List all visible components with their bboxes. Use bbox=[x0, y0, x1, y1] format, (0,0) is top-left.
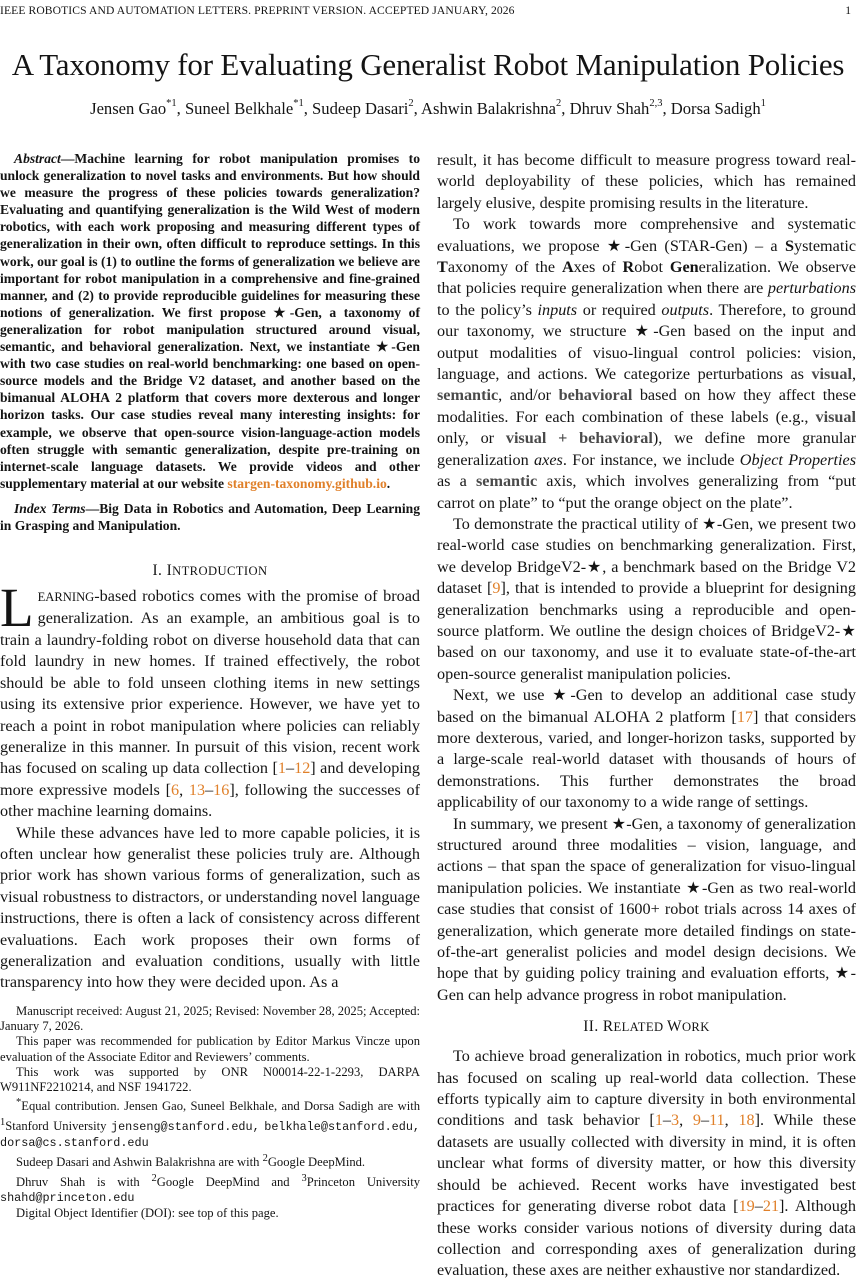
citation-link[interactable]: 3 bbox=[671, 1111, 679, 1129]
text-run: To work towards more comprehensive and systematic evaluations, we propose ★-Gen (STAR-Gen) – a bbox=[437, 215, 856, 254]
label-semantic: semantic bbox=[476, 472, 537, 490]
intro-paragraph-6: In summary, we present ★-Gen, a taxonomy of generalization structured around three modalities – vision, language, and actions – that span the space of generalization for visuo-lingual manipulation policies. We instantiate ★-Gen as two real-world case studies that consist of 1600+ robot trials across 14 axes of generalization, which generate more detailed findings on state-of-the-art generalist policies and model design decisions. We hope that by guiding policy training and evaluation efforts, ★-Gen can help advance progress in robot manipulation. bbox=[437, 814, 856, 1007]
footnote-shah bbox=[0, 1171, 420, 1207]
citation-link[interactable]: 18 bbox=[738, 1111, 754, 1129]
intro-paragraph-4 bbox=[437, 514, 856, 685]
author-name: Ashwin Balakrishna bbox=[421, 99, 556, 118]
text-run: or required bbox=[577, 301, 661, 319]
email-address: belkhale@stanford.edu, dorsa@cs.stanford.edu bbox=[0, 1120, 420, 1150]
citation-link[interactable]: 13 bbox=[189, 781, 205, 799]
email-address: jenseng@stanford.edu, bbox=[111, 1120, 260, 1134]
citation-link[interactable]: 16 bbox=[213, 781, 229, 799]
section-rest: ORK bbox=[682, 1020, 710, 1034]
section-numeral: I. bbox=[153, 562, 167, 579]
text-run: ] that considers more dexterous, varied, and longer-horizon tasks, supported by a large-scale real-world dataset with thousands of hours of demonstrations. This further demonstrates the broad applicability of our taxonomy to a wide range of settings. bbox=[437, 708, 856, 812]
label-visual-behavioral: visual + behavioral bbox=[506, 429, 653, 447]
footnote-marker: 2 bbox=[263, 1153, 268, 1164]
author-affiliation: *1 bbox=[166, 98, 177, 109]
abstract-end: . bbox=[387, 476, 390, 491]
intro-paragraph-1 bbox=[0, 586, 420, 822]
emphasis: outputs bbox=[661, 301, 709, 319]
text-run: ]. While these datasets are usually collected with diversity in mind, it is often unclear what forms of diversity matter, or how this diversity should be achieved. Recent works have investigated best practices for generating diverse robot data [ bbox=[437, 1111, 856, 1215]
acronym-letter: T bbox=[437, 258, 448, 276]
citation-link[interactable]: 17 bbox=[737, 708, 753, 726]
citation-link[interactable]: 12 bbox=[294, 759, 310, 777]
footnote-marker: 3 bbox=[301, 1173, 306, 1184]
citation-link[interactable]: 19 bbox=[739, 1197, 755, 1215]
author-name: Dhruv Shah bbox=[570, 99, 650, 118]
text-run: Dhruv Shah is with bbox=[16, 1175, 152, 1189]
index-terms bbox=[0, 500, 420, 534]
text-run: Next, we use ★-Gen to develop an additional case study based on the bimanual ALOHA 2 platform [ bbox=[437, 686, 856, 725]
paper-title: A Taxonomy for Evaluating Generalist Robot Manipulation Policies bbox=[0, 47, 856, 83]
text-run: as a bbox=[437, 472, 476, 490]
footnote-marker: 1 bbox=[0, 1117, 5, 1128]
intro-paragraph-5 bbox=[437, 685, 856, 813]
text-run: , bbox=[679, 1111, 693, 1129]
author-list: Jensen Gao$^{*1}$, Suneel Belkhale$^{*1}$, Sudeep Dasari$^2$, Ashwin Balakrishna$^2$, Dhruv Shah$^{2,3}$, Dorsa Sadigh$^1$ bbox=[0, 99, 856, 119]
website-link[interactable]: stargen-taxonomy.github.io bbox=[227, 476, 386, 491]
citation-link[interactable]: 11 bbox=[709, 1111, 725, 1129]
text-run: Equal contribution. Jensen Gao, Suneel Belkhale, and Dorsa Sadigh are with bbox=[21, 1099, 420, 1113]
text-run: Google DeepMind and bbox=[157, 1175, 302, 1189]
footnotes bbox=[0, 1004, 420, 1221]
citation-link[interactable]: 9 bbox=[492, 579, 500, 597]
label-visual: visual bbox=[816, 408, 856, 426]
right-column bbox=[437, 150, 856, 1282]
section-initial: I bbox=[167, 562, 173, 579]
text-run: – bbox=[701, 1111, 709, 1129]
text-run: . For instance, we include bbox=[563, 451, 740, 469]
text-run: . Therefore, to ground our taxonomy, we structure ★-Gen based on the input and output modalities of visuo-lingual control policies: vision, language, and actions. We categorize perturbations as bbox=[437, 301, 856, 383]
citation-link[interactable]: 1 bbox=[655, 1111, 663, 1129]
label-semantic: semantic bbox=[437, 386, 498, 404]
text-run: , bbox=[179, 781, 189, 799]
text-run: Stanford University bbox=[5, 1119, 111, 1133]
text-run: Sudeep Dasari and Ashwin Balakrishna are with bbox=[16, 1155, 263, 1169]
section-heading-related-work bbox=[437, 1018, 856, 1036]
running-head: IEEE ROBOTICS AND AUTOMATION LETTERS. PREPRINT VERSION. ACCEPTED JANUARY, 2026 bbox=[0, 4, 515, 17]
author-name: Sudeep Dasari bbox=[312, 99, 408, 118]
author-affiliation: 2 bbox=[408, 98, 413, 109]
citation-link[interactable]: 9 bbox=[693, 1111, 701, 1129]
acronym-letter: R bbox=[623, 258, 635, 276]
text-run: based on how they affect these modalities. For each combination of these labels (e.g., bbox=[437, 386, 856, 425]
emphasis: perturbations bbox=[768, 279, 856, 297]
index-terms-label: Index Terms bbox=[14, 501, 86, 516]
emphasis: axes bbox=[534, 451, 563, 469]
author-affiliation: 2,3 bbox=[649, 98, 662, 109]
text-run: Google DeepMind. bbox=[268, 1155, 365, 1169]
text-run: To demonstrate the practical utility of ★-Gen, we present two real-world case studies on benchmarking generalization. First, we develop BridgeV2-★, a benchmark based on the Bridge V2 dataset [ bbox=[437, 515, 856, 597]
text-run: eralization. We observe that policies require generalization when there are bbox=[437, 258, 856, 297]
section-initial: W bbox=[667, 1018, 682, 1035]
intro-paragraph-3 bbox=[437, 214, 856, 514]
acronym-letter: A bbox=[562, 258, 574, 276]
footnote-received: Manuscript received: August 21, 2025; Revised: November 28, 2025; Accepted: January 7, 2026. bbox=[0, 1004, 420, 1034]
author-name: Jensen Gao bbox=[90, 99, 166, 118]
text-run: , and/or bbox=[498, 386, 558, 404]
author-name: Suneel Belkhale bbox=[185, 99, 293, 118]
abstract-text: —Machine learning for robot manipulation promises to unlock generalization to novel tasks and environments. But how should we measure the progress of these policies towards generalization? Evaluating and quantifying generalization is the Wild West of modern robotics, with each work proposing and measuring different types of generalization in their own, often difficult to reproduce settings. In this work, our goal is (1) to outline the forms of generalization we believe are important for robot manipulation in a comprehensive and fine-grained manner, and (2) to provide reproducible guidelines for measuring these notions of generalization. We first propose ★-Gen, a taxonomy of generalization for robot manipulation structured around visual, semantic, and behavioral generalization. Next, we instantiate ★-Gen with two case studies on real-world benchmarking: one based on open-source models and the Bridge V2 dataset, and another based on the bimanual ALOHA 2 platform that covers more dexterous and longer horizon tasks. Our case studies reveal many interesting insights: for example, we observe that open-source vision-language-action models often struggle with semantic generalization, despite pre-training on internet-scale language datasets. We provide videos and other supplementary material at our website bbox=[0, 151, 420, 491]
footnote-marker: 2 bbox=[152, 1173, 157, 1184]
emphasis: Object Properties bbox=[740, 451, 856, 469]
related-paragraph-1 bbox=[437, 1046, 856, 1281]
text-run: Princeton University bbox=[307, 1175, 420, 1189]
text-run: xes of bbox=[574, 258, 623, 276]
label-behavioral: behavioral bbox=[559, 386, 633, 404]
text-run: , bbox=[852, 365, 856, 383]
author-affiliation: 1 bbox=[761, 98, 766, 109]
intro-caps: EARNING bbox=[38, 590, 95, 604]
label-visual: visual bbox=[811, 365, 852, 383]
text-run: – bbox=[663, 1111, 671, 1129]
index-terms-text: —Big Data in Robotics and Automation, Deep Learning in Grasping and Manipulation. bbox=[0, 501, 420, 533]
author-name: Dorsa Sadigh bbox=[671, 99, 761, 118]
footnote-doi: Digital Object Identifier (DOI): see top of this page. bbox=[0, 1206, 420, 1221]
acronym-letter: Gen bbox=[670, 258, 699, 276]
left-column bbox=[0, 150, 420, 994]
text-run: To achieve broad generalization in robotics, much prior work has focused on scaling up real-world data collection. These efforts typically aim to capture diversity in both environmental conditions and task behavior [ bbox=[437, 1047, 856, 1129]
citation-link[interactable]: 6 bbox=[171, 781, 179, 799]
text-run: , bbox=[725, 1111, 739, 1129]
abstract bbox=[0, 150, 420, 492]
text-run: ystematic bbox=[794, 237, 856, 255]
text-run: to the policy’s bbox=[437, 301, 538, 319]
section-rest: NTRODUCTION bbox=[172, 564, 267, 578]
text-run: ] and developing more expressive models [ bbox=[0, 759, 420, 798]
footnote-support: This work was supported by ONR N00014-22-1-2293, DARPA W911NF2210214, and NSF 1941722. bbox=[0, 1065, 420, 1095]
text-run: ], following the successes of other machine learning domains. bbox=[0, 781, 420, 820]
acronym-letter: S bbox=[785, 237, 794, 255]
text-run: ), we define more granular generalization bbox=[437, 429, 856, 468]
section-rest: ELATED bbox=[613, 1020, 667, 1034]
abstract-label: Abstract bbox=[14, 151, 61, 166]
author-affiliation: 2 bbox=[556, 98, 561, 109]
footnote-deepmind bbox=[0, 1151, 420, 1170]
text-run: axonomy of the bbox=[448, 258, 562, 276]
intro-paragraph-2: While these advances have led to more capable policies, it is often unclear how generalist these policies truly are. Although prior work has shown various forms of generalization, such as visual robustness to distractors, or understanding novel language instructions, there is often a lack of consistency across different evaluations. Each work proposes their own forms of generalization and evaluation conditions, usually with little transparency into how they were decided upon. As a bbox=[0, 823, 420, 994]
text-run: only, or bbox=[437, 429, 506, 447]
section-heading-introduction bbox=[0, 562, 420, 580]
section-numeral: II. bbox=[583, 1018, 603, 1035]
text-run: – bbox=[205, 781, 213, 799]
text-run: ], that is intended to provide a blueprint for designing generalization benchmarks using a reproducible and open-source platform. We outline the design choices of BridgeV2-★ based on our taxonomy, and use it to evaluate state-of-the-art open-source generalist manipulation policies. bbox=[437, 579, 856, 683]
text-run: – bbox=[286, 759, 294, 777]
text-run: -based robotics comes with the promise of broad generalization. As an example, an ambitious goal is to train a laundry-folding robot on diverse household data that can fold laundry in new homes. If trained effectively, the robot should be able to fold unseen clothing items in new settings using its extensive prior experience. However, we have yet to reach a point in robot manipulation where policies can reliably generalize in this manner. In pursuit of this vision, recent work has focused on scaling up data collection [ bbox=[0, 587, 420, 777]
text-run: – bbox=[755, 1197, 763, 1215]
email-address: shahd@princeton.edu bbox=[0, 1191, 135, 1205]
citation-link[interactable]: 21 bbox=[763, 1197, 779, 1215]
intro-paragraph-2-continued: result, it has become difficult to measure progress toward real-world deployability of these policies, which has remained largely elusive, despite promising results in the literature. bbox=[437, 150, 856, 214]
page-number: 1 bbox=[845, 4, 851, 17]
text-run: ]. Although these works consider various notions of diversity during data collection and corresponding axes of generalization during evaluation, these axes are neither exhaustive nor standardized. bbox=[437, 1197, 856, 1279]
footnote-marker: * bbox=[16, 1097, 21, 1108]
citation-link[interactable]: 1 bbox=[278, 759, 286, 777]
emphasis: inputs bbox=[538, 301, 578, 319]
drop-cap: L bbox=[0, 587, 34, 629]
footnote-equal-contribution bbox=[0, 1095, 420, 1151]
section-initial: R bbox=[603, 1018, 614, 1035]
text-run: obot bbox=[634, 258, 670, 276]
author-affiliation: *1 bbox=[293, 98, 304, 109]
footnote-editor: This paper was recommended for publication by Editor Markus Vincze upon evaluation of the Associate Editor and Reviewers’ comments. bbox=[0, 1034, 420, 1064]
text-run: axis, which involves generalizing from “put carrot on plate” to “put the orange object on the plate”. bbox=[437, 472, 856, 511]
